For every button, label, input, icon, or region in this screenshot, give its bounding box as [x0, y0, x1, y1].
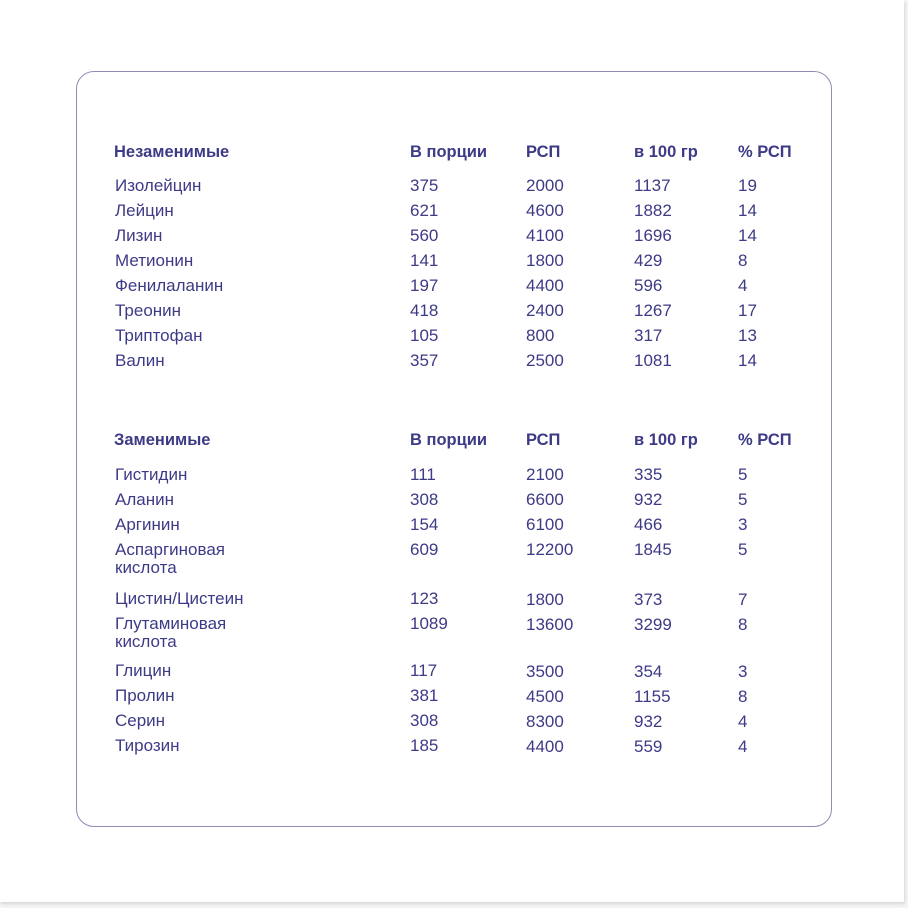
- amino-name: Аланин: [115, 490, 174, 509]
- rsp-value: 8300: [526, 712, 564, 731]
- amino-name: Лизин: [115, 226, 163, 245]
- per-serving-value: 621: [410, 201, 439, 220]
- rsp-value: 4100: [526, 226, 564, 245]
- per-100g-value: 466: [634, 515, 663, 534]
- amino-name: Триптофан: [115, 326, 203, 345]
- rsp-value: 4600: [526, 201, 564, 220]
- per-serving-value: 111: [410, 465, 436, 484]
- header-rsp-percent: % РСП: [738, 143, 792, 161]
- rsp-value: 6600: [526, 490, 564, 509]
- header-per-serving: В порции: [410, 431, 488, 449]
- rsp-percent-value: 14: [738, 201, 757, 220]
- per-100g-value: 1155: [634, 687, 671, 706]
- per-100g-value: 1081: [634, 351, 672, 370]
- rsp-value: 6100: [526, 515, 564, 534]
- per-100g-value: 317: [634, 326, 663, 345]
- per-serving-value: 375: [410, 176, 439, 195]
- rsp-percent-value: 5: [738, 465, 748, 484]
- header-name: Незаменимые: [114, 143, 230, 161]
- rsp-percent-value: 5: [738, 540, 748, 559]
- header-per-100g: в 100 гр: [634, 143, 698, 161]
- per-serving-value: 154: [410, 515, 439, 534]
- rsp-percent-value: 17: [738, 301, 757, 320]
- per-100g-value: 1845: [634, 540, 672, 559]
- rsp-value: 4400: [526, 737, 564, 756]
- amino-name: Глицин: [115, 661, 172, 680]
- amino-name: Гистидин: [115, 465, 188, 484]
- per-100g-value: 354: [634, 662, 663, 681]
- per-serving-value: 1089: [410, 614, 448, 633]
- amino-name: Аргинин: [115, 515, 180, 534]
- per-100g-value: 373: [634, 590, 663, 609]
- rsp-percent-value: 5: [738, 490, 748, 509]
- rsp-percent-value: 14: [738, 226, 757, 245]
- rsp-percent-value: 13: [738, 326, 757, 345]
- header-per-100g: в 100 гр: [634, 431, 698, 449]
- per-serving-value: 418: [410, 301, 439, 320]
- per-serving-value: 105: [410, 326, 439, 345]
- rsp-value: 12200: [526, 540, 574, 559]
- amino-name: Валин: [115, 351, 165, 370]
- per-100g-value: 1882: [634, 201, 672, 220]
- amino-name: Цистин/Цистеин: [115, 589, 244, 608]
- per-100g-value: 1137: [634, 176, 671, 195]
- per-serving-value: 609: [410, 540, 439, 559]
- rsp-percent-value: 3: [738, 662, 748, 681]
- rsp-percent-value: 8: [738, 615, 748, 634]
- header-rsp: РСП: [526, 431, 561, 449]
- amino-name: Лейцин: [115, 201, 174, 220]
- rsp-value: 2000: [526, 176, 564, 195]
- header-name: Заменимые: [114, 431, 211, 449]
- per-serving-value: 308: [410, 490, 439, 509]
- per-100g-value: 932: [634, 712, 663, 731]
- per-serving-value: 357: [410, 351, 439, 370]
- rsp-percent-value: 8: [738, 687, 748, 706]
- rsp-percent-value: 3: [738, 515, 748, 534]
- rsp-value: 800: [526, 326, 555, 345]
- rsp-percent-value: 4: [738, 276, 748, 295]
- rsp-percent-value: 4: [738, 737, 748, 756]
- rsp-value: 3500: [526, 662, 564, 681]
- rsp-value: 1800: [526, 590, 564, 609]
- per-100g-value: 932: [634, 490, 663, 509]
- rsp-percent-value: 14: [738, 351, 757, 370]
- per-serving-value: 117: [410, 661, 438, 680]
- rsp-value: 4400: [526, 276, 564, 295]
- per-serving-value: 141: [410, 251, 439, 270]
- per-serving-value: 381: [410, 686, 439, 705]
- header-rsp: РСП: [526, 143, 561, 161]
- header-rsp-percent: % РСП: [738, 431, 792, 449]
- per-serving-value: 560: [410, 226, 439, 245]
- rsp-percent-value: 19: [738, 176, 757, 195]
- rsp-value: 4500: [526, 687, 564, 706]
- per-100g-value: 335: [634, 465, 663, 484]
- per-100g-value: 559: [634, 737, 663, 756]
- rsp-percent-value: 7: [738, 590, 748, 609]
- amino-name: Серин: [115, 711, 166, 730]
- header-per-serving: В порции: [410, 143, 488, 161]
- per-100g-value: 3299: [634, 615, 672, 634]
- per-100g-value: 596: [634, 276, 663, 295]
- per-serving-value: 123: [410, 589, 439, 608]
- amino-name: Изолейцин: [115, 176, 202, 195]
- rsp-value: 1800: [526, 251, 564, 270]
- rsp-percent-value: 8: [738, 251, 748, 270]
- per-serving-value: 197: [410, 276, 439, 295]
- per-serving-value: 185: [410, 736, 439, 755]
- amino-name: Тирозин: [115, 736, 180, 755]
- per-serving-value: 308: [410, 711, 439, 730]
- per-100g-value: 1696: [634, 226, 672, 245]
- rsp-value: 2100: [526, 465, 564, 484]
- rsp-value: 2400: [526, 301, 564, 320]
- rsp-value: 2500: [526, 351, 564, 370]
- amino-name: Глутаминовая кислота: [115, 614, 227, 651]
- rsp-percent-value: 4: [738, 712, 748, 731]
- per-100g-value: 429: [634, 251, 663, 270]
- amino-name: Треонин: [115, 301, 182, 320]
- amino-name: Фенилаланин: [115, 276, 224, 295]
- rsp-value: 13600: [526, 615, 574, 634]
- amino-acid-card: [76, 71, 832, 827]
- amino-name: Пролин: [115, 686, 175, 705]
- amino-name: Аспаргиновая кислота: [115, 540, 225, 577]
- amino-name: Метионин: [115, 251, 194, 270]
- per-100g-value: 1267: [634, 301, 672, 320]
